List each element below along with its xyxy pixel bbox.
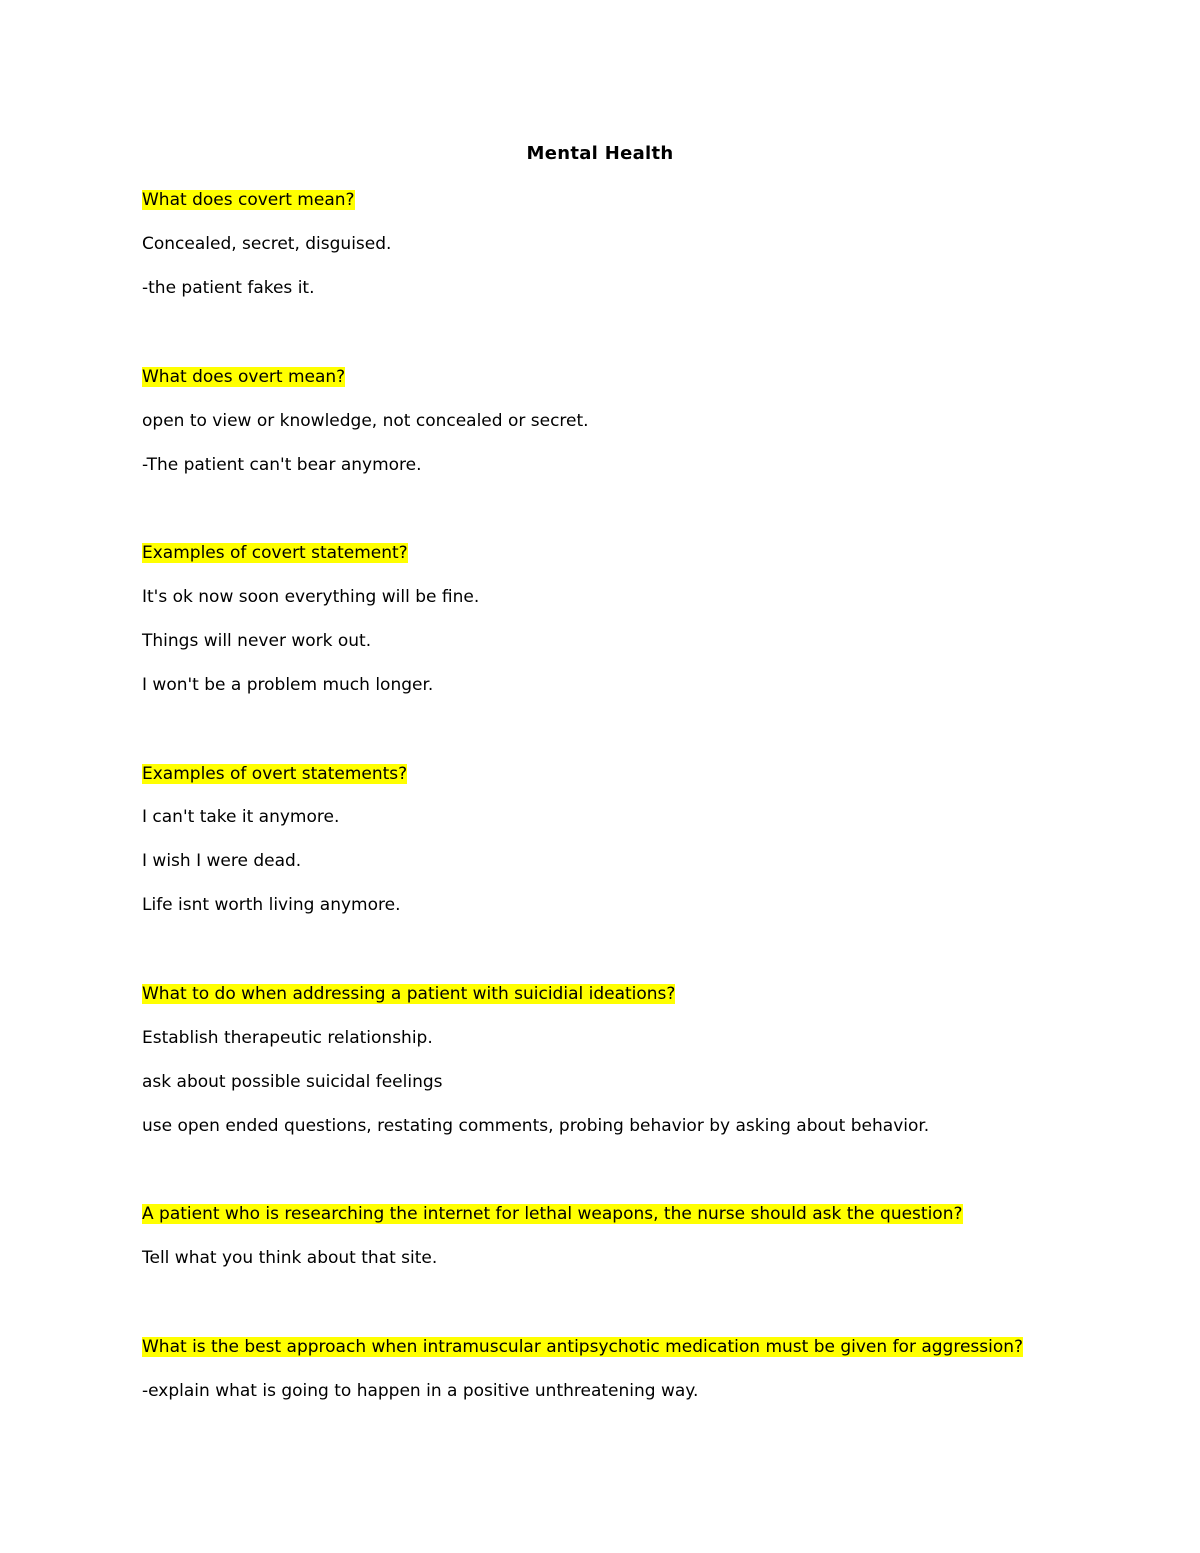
answer-7-1: -explain what is going to happen in a positive unthreatening way. <box>142 1381 699 1401</box>
question-2 <box>142 365 345 389</box>
answer-3-1: It's ok now soon everything will be fine. <box>142 587 480 607</box>
answer-3-3: I won't be a problem much longer. <box>142 675 434 695</box>
question-4 <box>142 762 407 786</box>
question-1 <box>142 188 355 212</box>
answer-2-2: -The patient can't bear anymore. <box>142 455 422 475</box>
question-6 <box>142 1202 963 1226</box>
question-5 <box>142 982 675 1006</box>
answer-4-2: I wish I were dead. <box>142 851 302 871</box>
question-5-text: What to do when addressing a patient with suicidial ideations? <box>142 984 676 1004</box>
question-6-text: A patient who is researching the internet for lethal weapons, the nurse should ask the question? <box>142 1204 963 1224</box>
answer-5-2: ask about possible suicidal feelings <box>142 1072 443 1092</box>
question-7-text: What is the best approach when intramuscular antipsychotic medication must be given for aggression? <box>142 1337 1024 1357</box>
question-7 <box>142 1335 1023 1359</box>
answer-4-3: Life isnt worth living anymore. <box>142 895 401 915</box>
question-3 <box>142 541 408 565</box>
answer-3-2: Things will never work out. <box>142 631 372 651</box>
page-title: Mental Health <box>526 143 674 164</box>
answer-2-1: open to view or knowledge, not concealed or secret. <box>142 411 589 431</box>
answer-1-2: -the patient fakes it. <box>142 278 315 298</box>
answer-4-1: I can't take it anymore. <box>142 807 340 827</box>
answer-5-3: use open ended questions, restating comments, probing behavior by asking about behavior. <box>142 1116 930 1136</box>
answer-1-1: Concealed, secret, disguised. <box>142 234 392 254</box>
answer-5-1: Establish therapeutic relationship. <box>142 1028 433 1048</box>
question-3-text: Examples of covert statement? <box>142 543 408 563</box>
answer-6-1: Tell what you think about that site. <box>142 1248 438 1268</box>
question-2-text: What does overt mean? <box>142 367 346 387</box>
question-4-text: Examples of overt statements? <box>142 764 408 784</box>
question-1-text: What does covert mean? <box>142 190 355 210</box>
